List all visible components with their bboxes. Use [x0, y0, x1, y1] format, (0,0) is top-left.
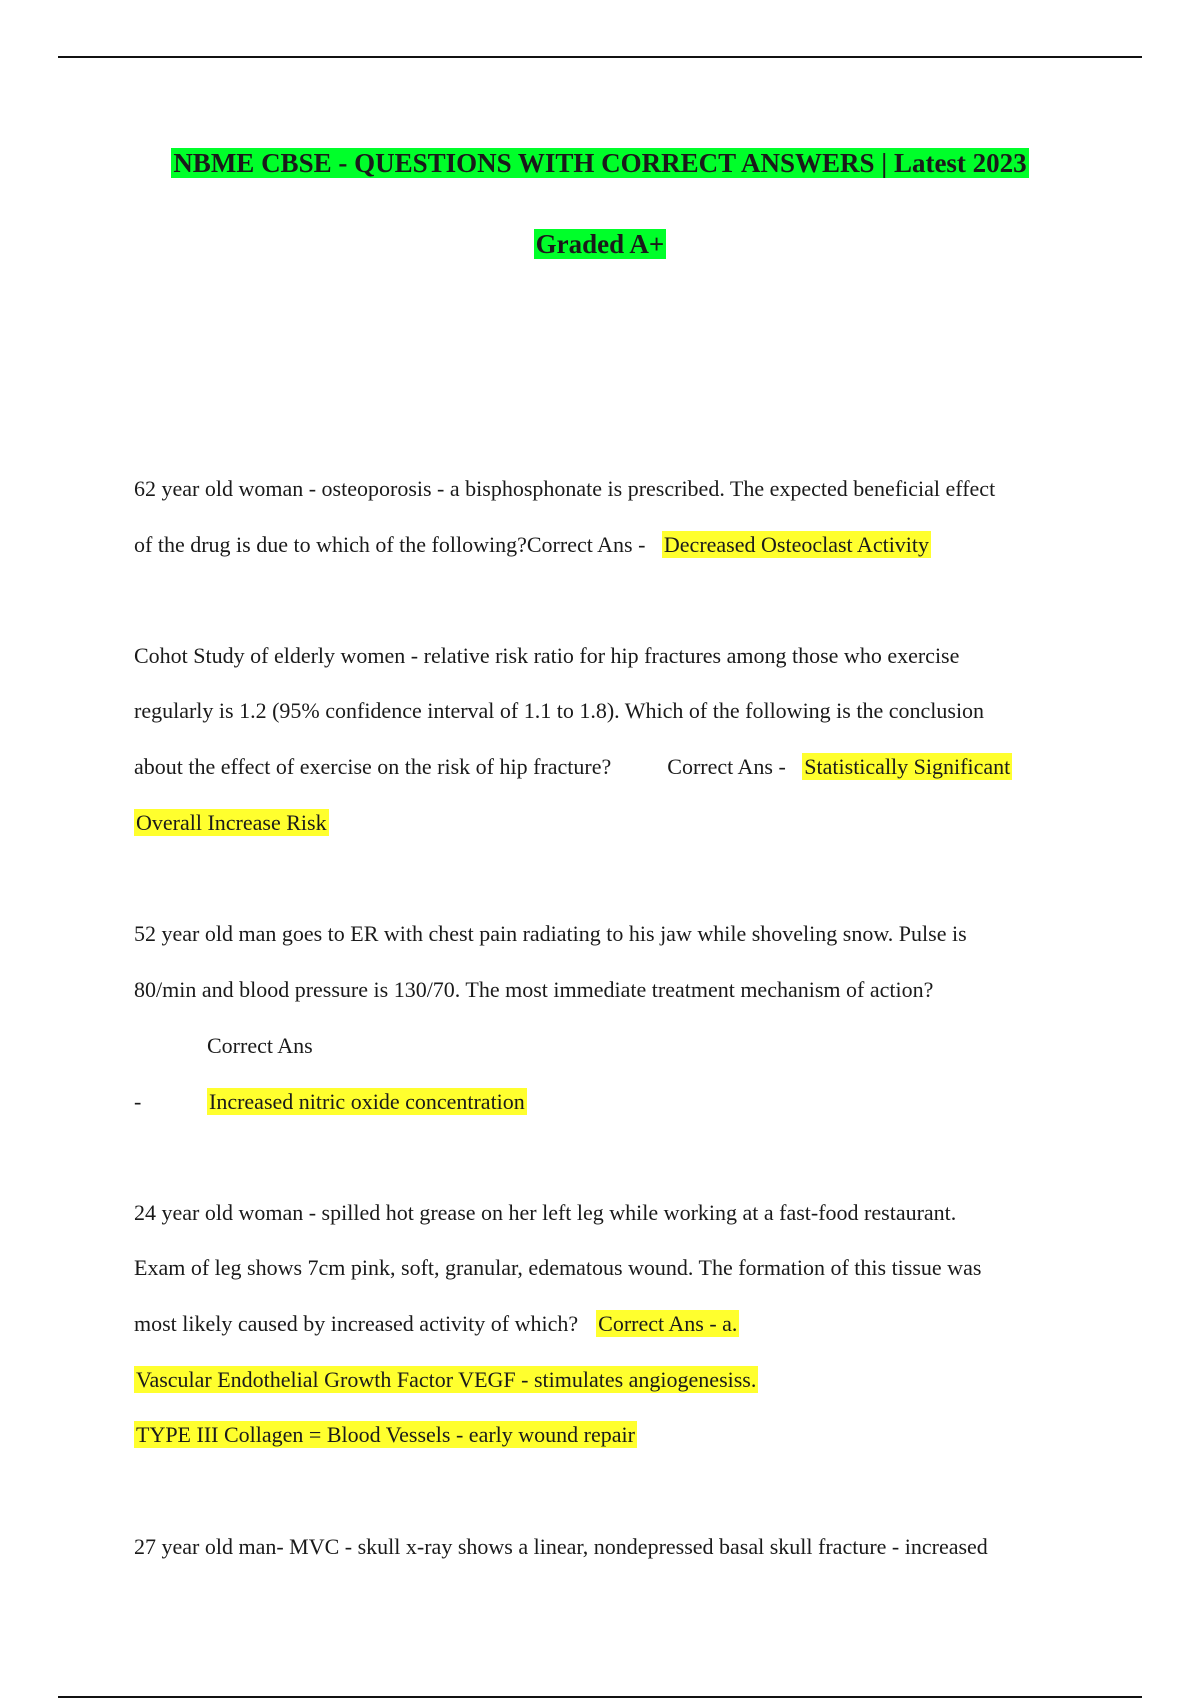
document-title — [0, 146, 1200, 180]
q2-line-4 — [134, 808, 329, 838]
q1-question-text: of the drug is due to which of the following? — [134, 532, 527, 557]
q4-question-text: most likely caused by increased activity of which? — [134, 1311, 579, 1336]
q5-line-1: 27 year old man- MVC - skull x-ray shows a linear, nondepressed basal skull fracture - increased — [134, 1534, 988, 1559]
q2-answer-part-1: Statistically Significant — [804, 754, 1011, 779]
q3-answer: Increased nitric oxide concentration — [209, 1089, 525, 1114]
q4-answer-row-3 — [134, 1420, 637, 1450]
q4-answer-row-2 — [134, 1365, 758, 1395]
q4-line-3 — [134, 1309, 739, 1339]
q2-line-1: Cohot Study of elderly women - relative risk ratio for hip fractures among those who exercise — [134, 643, 960, 668]
q3-answer-line — [207, 1087, 527, 1117]
q2-line-3 — [134, 752, 1012, 782]
title-line-2: Graded A+ — [535, 229, 665, 259]
q2-correct-label: Correct Ans - — [667, 754, 786, 779]
document-subtitle — [0, 227, 1200, 261]
q3-line-1: 52 year old man goes to ER with chest pain radiating to his jaw while shoveling snow. Pulse is — [134, 921, 967, 946]
q3-line-2: 80/min and blood pressure is 130/70. The most immediate treatment mechanism of action? — [134, 977, 934, 1002]
q4-answer-line-2: Vascular Endothelial Growth Factor VEGF - stimulates angiogenesiss. — [136, 1367, 757, 1392]
q3-dash: - — [134, 1089, 142, 1114]
q4-line-1: 24 year old woman - spilled hot grease on her left leg while working at a fast-food restaurant. — [134, 1200, 957, 1225]
q1-line-2 — [134, 530, 931, 560]
q4-line-2: Exam of leg shows 7cm pink, soft, granular, edematous wound. The formation of this tissue was — [134, 1255, 982, 1280]
q3-correct-label: Correct Ans — [207, 1033, 313, 1058]
q2-question-text: about the effect of exercise on the risk of hip fracture? — [134, 754, 612, 779]
q1-correct-label: Correct Ans - — [526, 532, 646, 557]
q4-answer-line-3: TYPE III Collagen = Blood Vessels - early wound repair — [136, 1422, 635, 1447]
q1-line-1: 62 year old woman - osteoporosis - a bisphosphonate is prescribed. The expected beneficial effect — [134, 476, 996, 501]
q1-answer: Decreased Osteoclast Activity — [663, 532, 930, 557]
title-line-1: NBME CBSE - QUESTIONS WITH CORRECT ANSWERS | Latest 2023 — [173, 148, 1027, 178]
q2-line-2: regularly is 1.2 (95% confidence interval of 1.1 to 1.8). Which of the following is the conclusion — [134, 698, 985, 723]
q4-answer-line-1: Correct Ans - a. — [598, 1311, 738, 1336]
top-rule — [58, 56, 1142, 58]
bottom-rule — [58, 1696, 1142, 1698]
q2-answer-part-2: Overall Increase Risk — [136, 810, 327, 835]
